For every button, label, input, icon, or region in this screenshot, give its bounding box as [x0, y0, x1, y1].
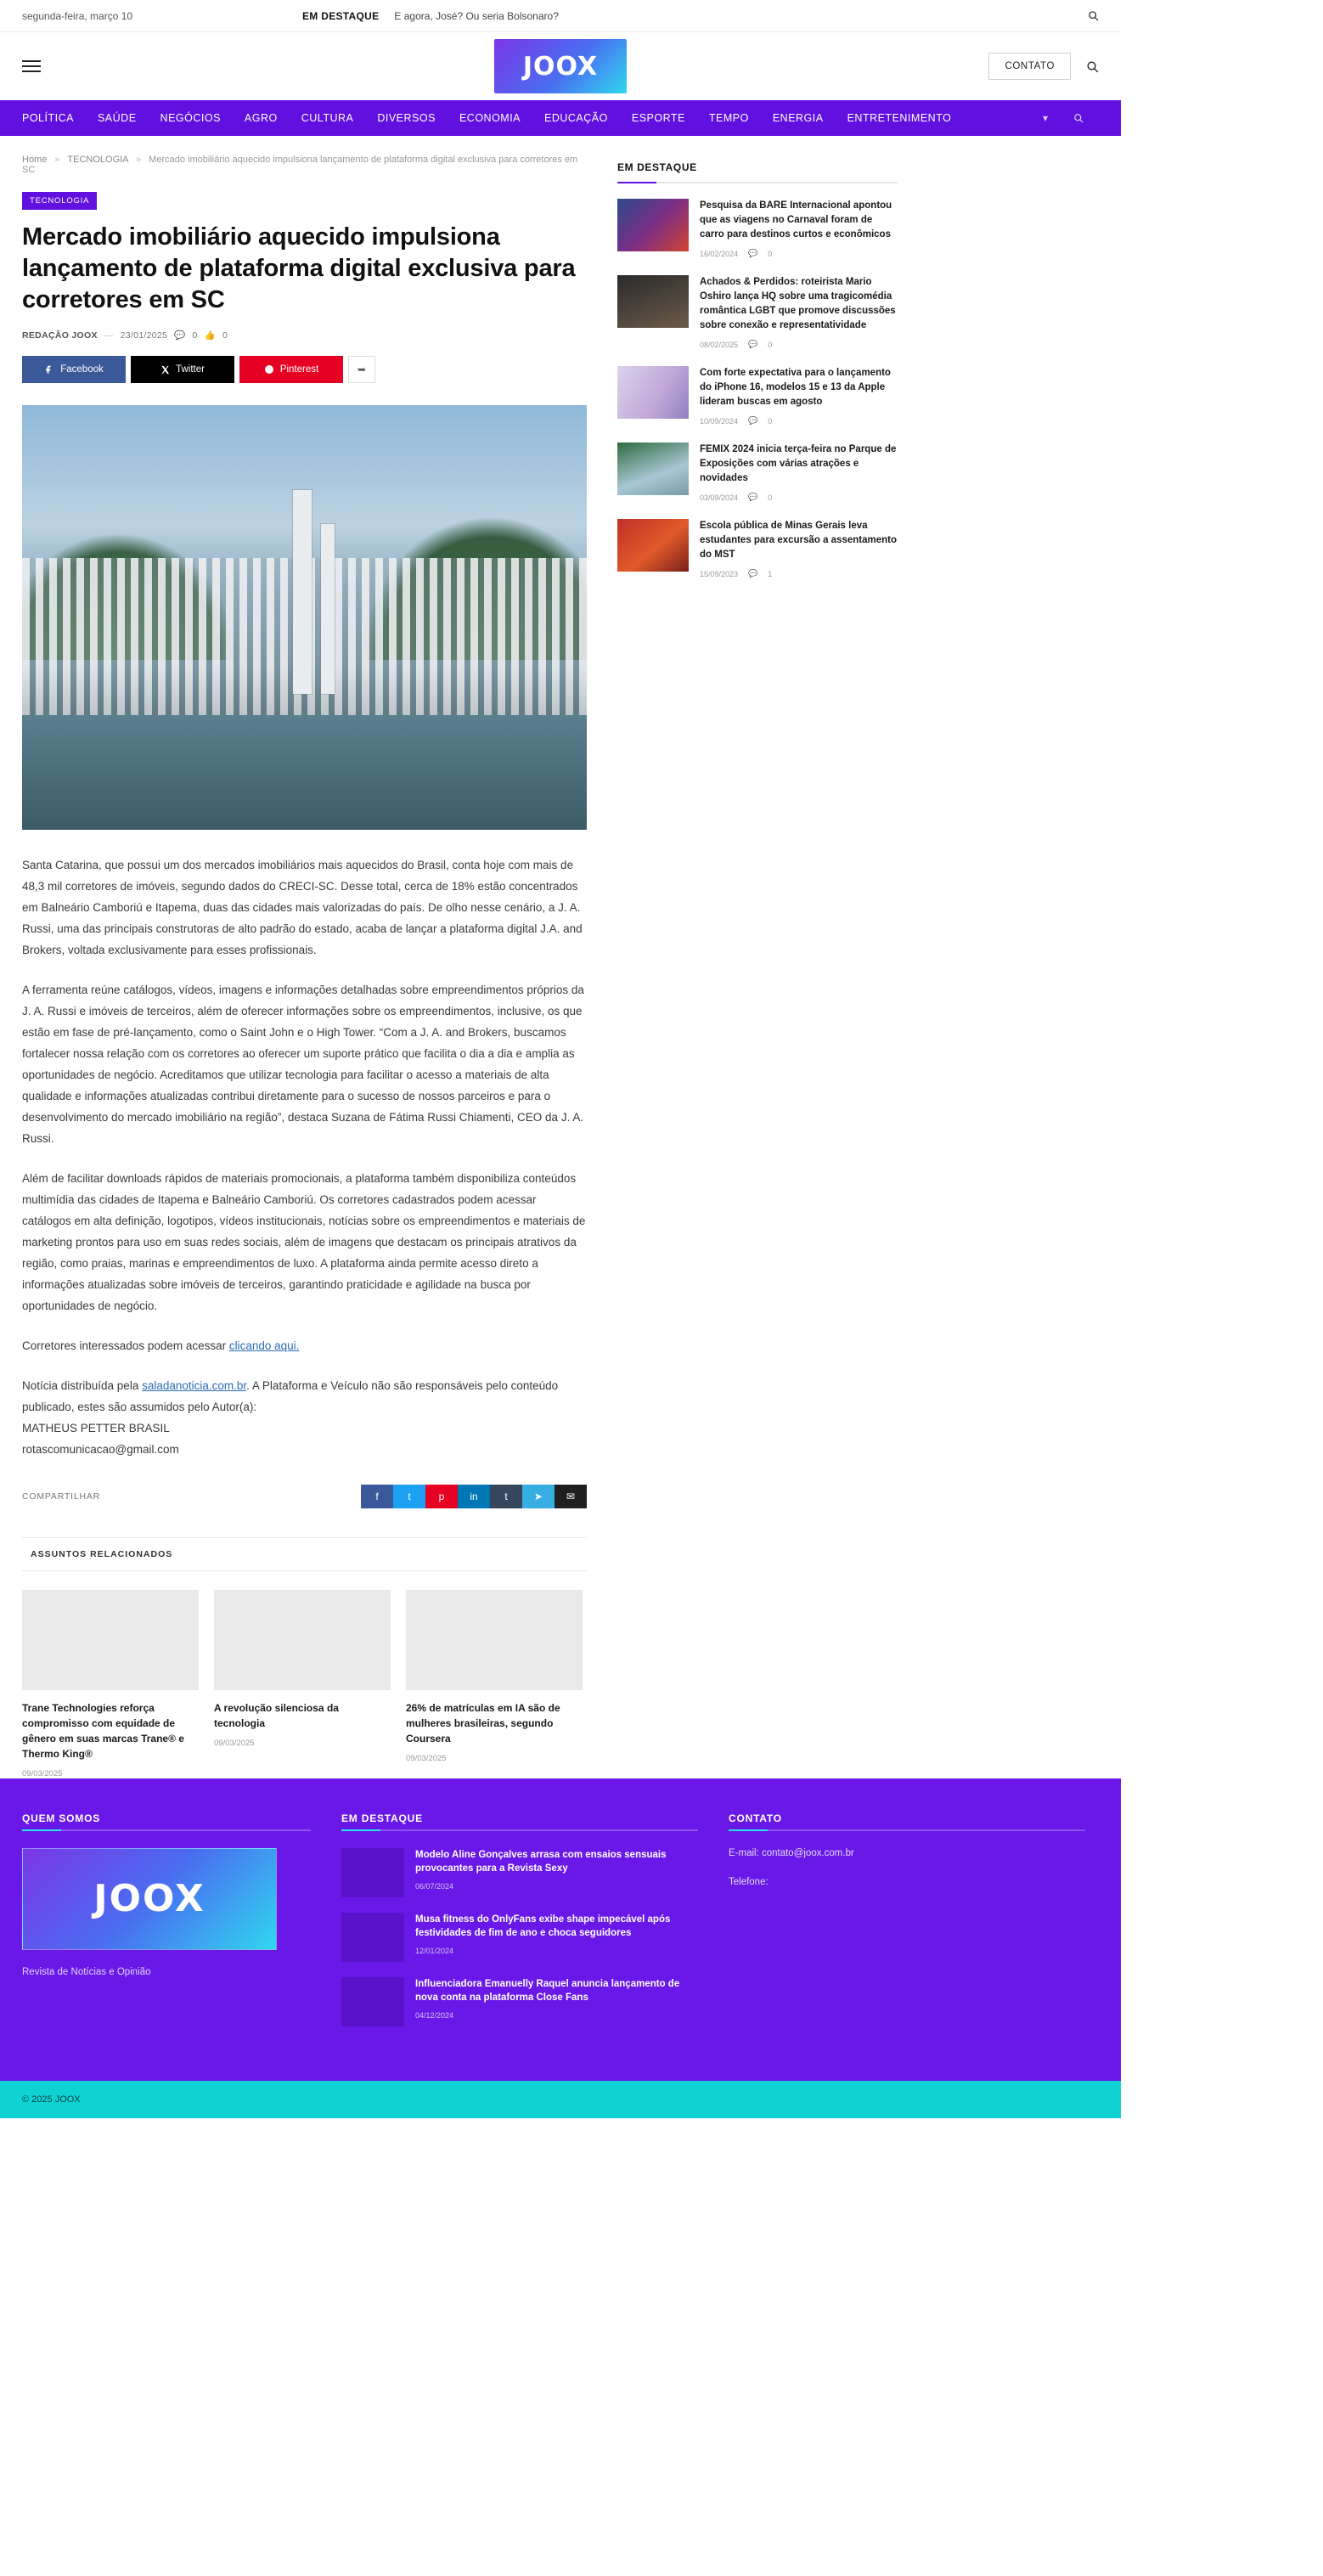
related-grid	[22, 1590, 587, 1778]
share-label: COMPARTILHAR	[22, 1491, 101, 1502]
distrib-prefix: Notícia distribuída pela	[22, 1378, 143, 1392]
related-title[interactable]: 26% de matrículas em IA são de mulheres brasileiras, segundo Coursera	[406, 1701, 560, 1745]
nav-item-tempo[interactable]: TEMPO	[708, 112, 749, 124]
footer-tagline: Revista de Notícias e Opinião	[22, 1966, 151, 1977]
site-footer	[0, 1778, 1121, 2081]
related-thumbnail	[214, 1590, 391, 1690]
breadcrumb-section[interactable]: TECNOLOGIA	[67, 155, 128, 165]
footer-item-title[interactable]: Influenciadora Emanuelly Raquel anuncia lançamento de nova conta na plataforma Close Fans	[415, 1978, 680, 2004]
sidebar-thumbnail	[617, 442, 689, 495]
paragraph-text: A ferramenta reúne catálogos, vídeos, imagens e informações detalhadas sobre empreendimentos próprios da J. A. Russi e imóveis de terceiros, além de oferecer informações sobre os empreendimentos, inclusive, os que estão em fase de pré-lançamento, como o Saint John e o High Tower. “Com a J. A. and Brokers, buscamos fortalecer nossa relação com os corretores ao oferecer um suporte prático que facilita o dia a dia e amplia as oportunidades de negócio. Acreditamos que utilizar tecnologia para facilitar o acesso a materiais de alta qualidade e informações atualizadas contribui diretamente para o sucesso de nossos parceiros e para o desenvolvimento do mercado imobiliário na região”, destaca Suzana de Fátima Russi Chiamenti, CEO da J. A. Russi.	[22, 984, 584, 1145]
comment-icon: 💬	[748, 249, 758, 258]
pinterest-icon	[264, 364, 274, 375]
comment-icon: 💬	[748, 340, 758, 349]
topbar-featured-label: EM DESTAQUE	[302, 9, 380, 22]
sidebar-item-title[interactable]: Com forte expectativa para o lançamento do iPhone 16, modelos 15 e 13 da Apple lideram buscas em agosto	[700, 368, 891, 408]
footer-thumbnail	[341, 1848, 404, 1897]
contact-button[interactable]: CONTATO	[988, 53, 1071, 80]
share-twitter-icon[interactable]: t	[393, 1485, 425, 1508]
list-item[interactable]	[617, 519, 898, 578]
footer-thumbnail	[341, 1913, 404, 1962]
footer-about-column	[22, 1812, 311, 2042]
sidebar-item-date: 03/09/2024	[700, 493, 739, 502]
article-author[interactable]: REDAÇÃO JOOX	[22, 330, 98, 341]
list-item[interactable]	[341, 1848, 698, 1897]
footer-item-title[interactable]: Musa fitness do OnlyFans exibe shape impecável após festividades de fim de ano e choca seguidores	[415, 1914, 671, 1939]
share-tumblr-icon[interactable]: t	[490, 1485, 522, 1508]
breadcrumb-current: Mercado imobiliário aquecido impulsiona lançamento de plataforma digital exclusiva para corretores em SC	[22, 155, 578, 175]
comment-icon: 💬	[748, 493, 758, 502]
search-icon[interactable]	[1086, 60, 1099, 73]
share-bar-bottom	[22, 1485, 587, 1508]
breadcrumb-home[interactable]: Home	[22, 155, 48, 165]
footer-logo[interactable]	[22, 1848, 277, 1950]
topbar-featured-headline[interactable]: E agora, José? Ou seria Bolsonaro?	[394, 9, 559, 22]
nav-item-negocios[interactable]: NEGÓCIOS	[160, 112, 221, 124]
share-linkedin-icon[interactable]: in	[458, 1485, 490, 1508]
main-navigation	[0, 100, 1121, 136]
list-item[interactable]	[617, 366, 898, 426]
related-title[interactable]: Trane Technologies reforça compromisso com equidade de gênero em suas marcas Trane® e Thermo King®	[22, 1701, 184, 1760]
footer-rule	[341, 1829, 698, 1831]
related-card[interactable]	[22, 1590, 199, 1778]
site-logo[interactable]	[494, 39, 627, 93]
sidebar	[617, 155, 898, 1778]
related-heading: ASSUNTOS RELACIONADOS	[22, 1537, 587, 1571]
sidebar-item-title[interactable]: Achados & Perdidos: roteirista Mario Oshiro lança HQ sobre uma tragicomédia romântica LGBT que promove discussões sobre conexão e representatividade	[700, 277, 896, 331]
sidebar-heading: EM DESTAQUE	[617, 161, 697, 173]
share-twitter-button[interactable]	[131, 356, 234, 383]
footer-featured-heading: EM DESTAQUE	[341, 1812, 423, 1824]
list-item[interactable]	[617, 275, 898, 349]
copyright-bar: © 2025 JOOX	[0, 2081, 1121, 2118]
author-signature-email: rotascomunicacao@gmail.com	[22, 1442, 179, 1456]
sidebar-item-title[interactable]: Pesquisa da BARE Internacional apontou que as viagens no Carnaval foram de carro para destinos curtos e econômicos	[700, 200, 892, 240]
footer-item-date: 12/01/2024	[415, 1946, 454, 1955]
footer-rule	[729, 1829, 1085, 1831]
sidebar-thumbnail	[617, 366, 689, 419]
nav-item-politica[interactable]: POLÍTICA	[22, 112, 74, 124]
sidebar-item-comments: 0	[768, 249, 773, 258]
footer-item-date: 04/12/2024	[415, 2010, 454, 2020]
article-column	[22, 155, 587, 1778]
distrib-link[interactable]: saladanoticia.com.br	[142, 1378, 247, 1392]
chevron-down-icon[interactable]: ▾	[1042, 112, 1048, 124]
nav-item-esporte[interactable]: ESPORTE	[631, 112, 685, 124]
like-count: 0	[222, 330, 228, 341]
footer-phone: Telefone:	[729, 1876, 768, 1887]
sidebar-item-comments: 0	[768, 493, 773, 502]
author-signature-name: MATHEUS PETTER BRASIL	[22, 1421, 170, 1435]
sidebar-item-title[interactable]: FEMIX 2024 inicia terça-feira no Parque de Exposições com várias atrações e novidades	[700, 444, 897, 484]
paragraph-text: Além de facilitar downloads rápidos de materiais promocionais, a plataforma também disponibiliza conteúdos multimídia das cidades de Itapema e Balneário Camboriú. Os corretores cadastrados podem acessar catálogos em alta definição, logotipos, vídeos institucionais, notícias sobre os empreendimentos e materiais de marketing prontos para uso em suas redes sociais, além de imagens que destacam os principais atrativos da região, como praias, marinas e empreendimentos de luxo. A plataforma ainda permite acesso direto a informações atualizadas sobre imóveis de terceiros, garantindo praticidade e agilidade na busca por oportunidades de negócio.	[22, 1171, 586, 1312]
logo-text: JOOX	[522, 51, 599, 82]
list-item[interactable]	[341, 1913, 698, 1962]
cta-prefix: Corretores interessados podem acessar	[22, 1339, 229, 1352]
sidebar-thumbnail	[617, 275, 689, 328]
comment-count: 0	[192, 330, 198, 341]
footer-item-date: 06/07/2024	[415, 1881, 454, 1891]
sidebar-item-date: 16/02/2024	[700, 249, 739, 258]
meta-separator: —	[104, 330, 114, 341]
distrib-suffix: . A Plataforma e Veículo não são responsáveis pelo conteúdo publicado, estes são assumidos pelo Autor(a):	[22, 1378, 559, 1413]
sidebar-item-date: 08/02/2025	[700, 340, 739, 349]
share-telegram-icon[interactable]: ➤	[522, 1485, 555, 1508]
list-item[interactable]	[341, 1977, 698, 2026]
nav-item-entretenimento[interactable]: ENTRETENIMENTO	[847, 112, 952, 124]
sidebar-heading-rule	[617, 182, 898, 183]
list-item[interactable]	[617, 199, 898, 258]
nav-item-diversos[interactable]: DIVERSOS	[377, 112, 436, 124]
sidebar-item-title[interactable]: Escola pública de Minas Gerais leva estudantes para excursão a assentamento do MST	[700, 521, 898, 561]
content-wrapper	[0, 136, 1121, 1778]
page-title: Mercado imobiliário aquecido impulsiona lançamento de plataforma digital exclusiva para corretores em SC	[22, 223, 576, 314]
related-title[interactable]: A revolução silenciosa da tecnologia	[214, 1701, 339, 1729]
article-paragraph	[22, 1169, 587, 1317]
sidebar-item-date: 10/09/2024	[700, 416, 739, 426]
hero-tower	[321, 524, 335, 694]
related-card[interactable]	[214, 1590, 391, 1778]
footer-logo-text: JOOX	[93, 1877, 205, 1921]
article-body	[22, 855, 587, 1460]
footer-rule	[22, 1829, 311, 1831]
list-item[interactable]	[617, 442, 898, 502]
facebook-icon	[44, 364, 54, 375]
share-facebook-button[interactable]	[22, 356, 126, 383]
article-cta	[22, 1336, 587, 1357]
breadcrumb	[22, 155, 587, 175]
share-facebook-icon[interactable]: f	[361, 1485, 393, 1508]
twitter-x-icon	[160, 365, 170, 375]
share-bar-top	[22, 356, 587, 383]
search-icon[interactable]	[1088, 10, 1099, 21]
share-twitter-label: Twitter	[176, 364, 205, 375]
cta-link[interactable]: clicando aqui.	[228, 1339, 300, 1352]
hamburger-icon[interactable]	[22, 60, 41, 72]
breadcrumb-separator: »	[54, 155, 60, 165]
article-date: 23/01/2025	[120, 330, 168, 341]
category-badge[interactable]: TECNOLOGIA	[22, 192, 97, 210]
share-pinterest-button[interactable]	[239, 356, 343, 383]
article-paragraph	[22, 855, 587, 961]
sidebar-thumbnail	[617, 199, 689, 251]
related-thumbnail	[22, 1590, 199, 1690]
related-date: 09/03/2025	[214, 1738, 255, 1748]
footer-contact-heading: CONTATO	[729, 1812, 782, 1824]
nav-item-educacao[interactable]: EDUCAÇÃO	[544, 112, 608, 124]
related-date: 09/03/2025	[406, 1753, 447, 1763]
share-pinterest-label: Pinterest	[279, 364, 319, 375]
hero-tower	[293, 490, 312, 694]
sidebar-item-comments: 0	[768, 416, 773, 426]
search-icon[interactable]	[1073, 113, 1084, 123]
nav-item-energia[interactable]: ENERGIA	[772, 112, 824, 124]
site-header	[0, 32, 1121, 100]
like-icon: 👍	[204, 330, 217, 341]
comment-icon: 💬	[174, 330, 186, 341]
share-arrow-icon[interactable]: ➥	[348, 356, 375, 383]
related-thumbnail	[406, 1590, 583, 1690]
article-meta	[22, 330, 587, 341]
nav-item-saude[interactable]: SAÚDE	[97, 112, 137, 124]
footer-email: E-mail: contato@joox.com.br	[729, 1847, 854, 1858]
paragraph-text: Santa Catarina, que possui um dos mercados imobiliários mais aquecidos do Brasil, conta hoje com mais de 48,3 mil corretores de imóveis, segundo dados do CRECI-SC. Desse total, cerca de 18% estão concentrados em Balneário Camboriú e Itapema, duas das cidades mais valorizadas do país. De olho nesse cenário, a J. A. Russi, uma das principais construtoras de alto padrão do estado, acaba de lançar a plataforma digital J.A. and Brokers, voltada exclusivamente para esses profissionais.	[22, 859, 583, 957]
share-facebook-label: Facebook	[60, 364, 104, 375]
breadcrumb-separator: »	[135, 155, 142, 165]
comment-icon: 💬	[748, 416, 758, 426]
footer-contact-column	[729, 1812, 1085, 2042]
footer-item-title[interactable]: Modelo Aline Gonçalves arrasa com ensaios sensuais provocantes para a Revista Sexy	[415, 1849, 667, 1874]
related-card[interactable]	[406, 1590, 583, 1778]
nav-item-cultura[interactable]: CULTURA	[301, 112, 354, 124]
hero-water	[22, 715, 587, 830]
article-hero-image	[22, 405, 587, 830]
share-pinterest-icon[interactable]: p	[425, 1485, 458, 1508]
sidebar-item-comments: 0	[768, 340, 773, 349]
top-bar	[0, 0, 1121, 32]
current-date: segunda-feira, março 10	[22, 9, 133, 22]
nav-item-economia[interactable]: ECONOMIA	[459, 112, 521, 124]
header-actions	[988, 53, 1099, 80]
related-date: 09/03/2025	[22, 1768, 63, 1778]
article-paragraph	[22, 980, 587, 1150]
footer-featured-column	[341, 1812, 698, 2042]
sidebar-item-date: 15/09/2023	[700, 569, 739, 578]
sidebar-item-comments: 1	[768, 569, 773, 578]
share-email-icon[interactable]: ✉	[555, 1485, 587, 1508]
sidebar-thumbnail	[617, 519, 689, 572]
nav-item-agro[interactable]: AGRO	[244, 112, 278, 124]
nav-right-tools	[994, 100, 1121, 136]
comment-icon: 💬	[748, 569, 758, 578]
footer-about-heading: QUEM SOMOS	[22, 1812, 101, 1824]
article-distribution	[22, 1376, 587, 1461]
footer-thumbnail	[341, 1977, 404, 2026]
